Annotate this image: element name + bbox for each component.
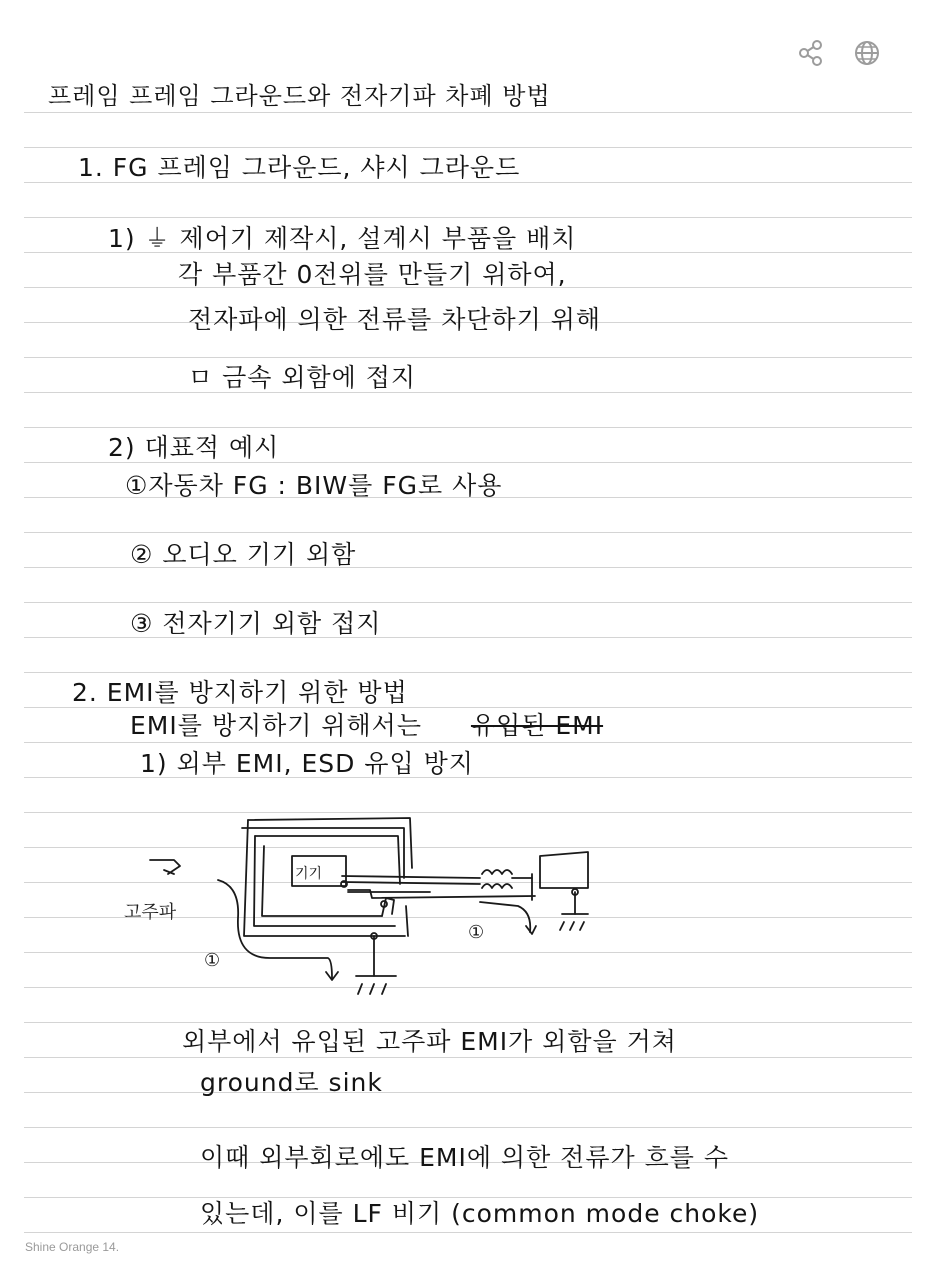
body-2-line-1: 이때 외부회로에도 EMI에 의한 전류가 흐를 수 [200, 1143, 729, 1172]
body-2-line-2: 있는데, 이를 LF 비기 (common mode choke) [200, 1199, 760, 1228]
sketch-label-1-left: ① [204, 950, 221, 971]
section-1-example-2: ② 오디오 기기 외함 [130, 540, 357, 569]
sketch-label-device: 기기 [295, 866, 323, 882]
toolbar [794, 36, 884, 70]
emi-sketch [70, 808, 630, 1008]
footer-brand: Shine Orange 14. [25, 1240, 120, 1254]
share-button[interactable] [794, 36, 828, 70]
section-1-example-1: ①자동차 FG : BIW를 FG로 사용 [125, 471, 503, 500]
section-1-heading: 1. FG 프레임 그라운드, 샤시 그라운드 [78, 153, 521, 182]
section-1-point-1-line-3: 전자파에 의한 전류를 차단하기 위해 [188, 305, 602, 334]
body-1-line-2: ground로 sink [200, 1068, 383, 1097]
sketch-label-1-right: ① [468, 922, 485, 943]
section-1-point-1-line-2: 각 부품간 0전위를 만들기 위하여, [178, 260, 567, 289]
section-1-point-2: 2) 대표적 예시 [108, 433, 280, 462]
struck-text: 유입된 EMI [470, 711, 604, 740]
section-2-heading: 2. EMI를 방지하기 위한 방법 [72, 678, 408, 707]
globe-icon [853, 39, 881, 67]
ruled-lines [24, 0, 912, 1280]
section-1-example-3: ③ 전자기기 외함 접지 [130, 609, 382, 638]
section-1-point-1-line-1: 1) ⏚ 제어기 제작시, 설계시 부품을 배치 [108, 224, 577, 253]
body-1-line-1: 외부에서 유입된 고주파 EMI가 외함을 거쳐 [182, 1027, 677, 1056]
section-1-point-1-line-4: ㅁ 금속 외함에 접지 [188, 363, 417, 392]
share-icon [797, 39, 825, 67]
section-2-line-1 [130, 710, 603, 742]
section-2-line-1-text: EMI를 방지하기 위해서는 [130, 711, 422, 740]
note-title: 프레임 프레임 그라운드와 전자기파 차폐 방법 [48, 82, 551, 110]
section-2-point-1: 1) 외부 EMI, ESD 유입 방지 [140, 749, 474, 778]
sketch-label-hf: 고주파 [124, 902, 177, 923]
translate-button[interactable] [850, 36, 884, 70]
